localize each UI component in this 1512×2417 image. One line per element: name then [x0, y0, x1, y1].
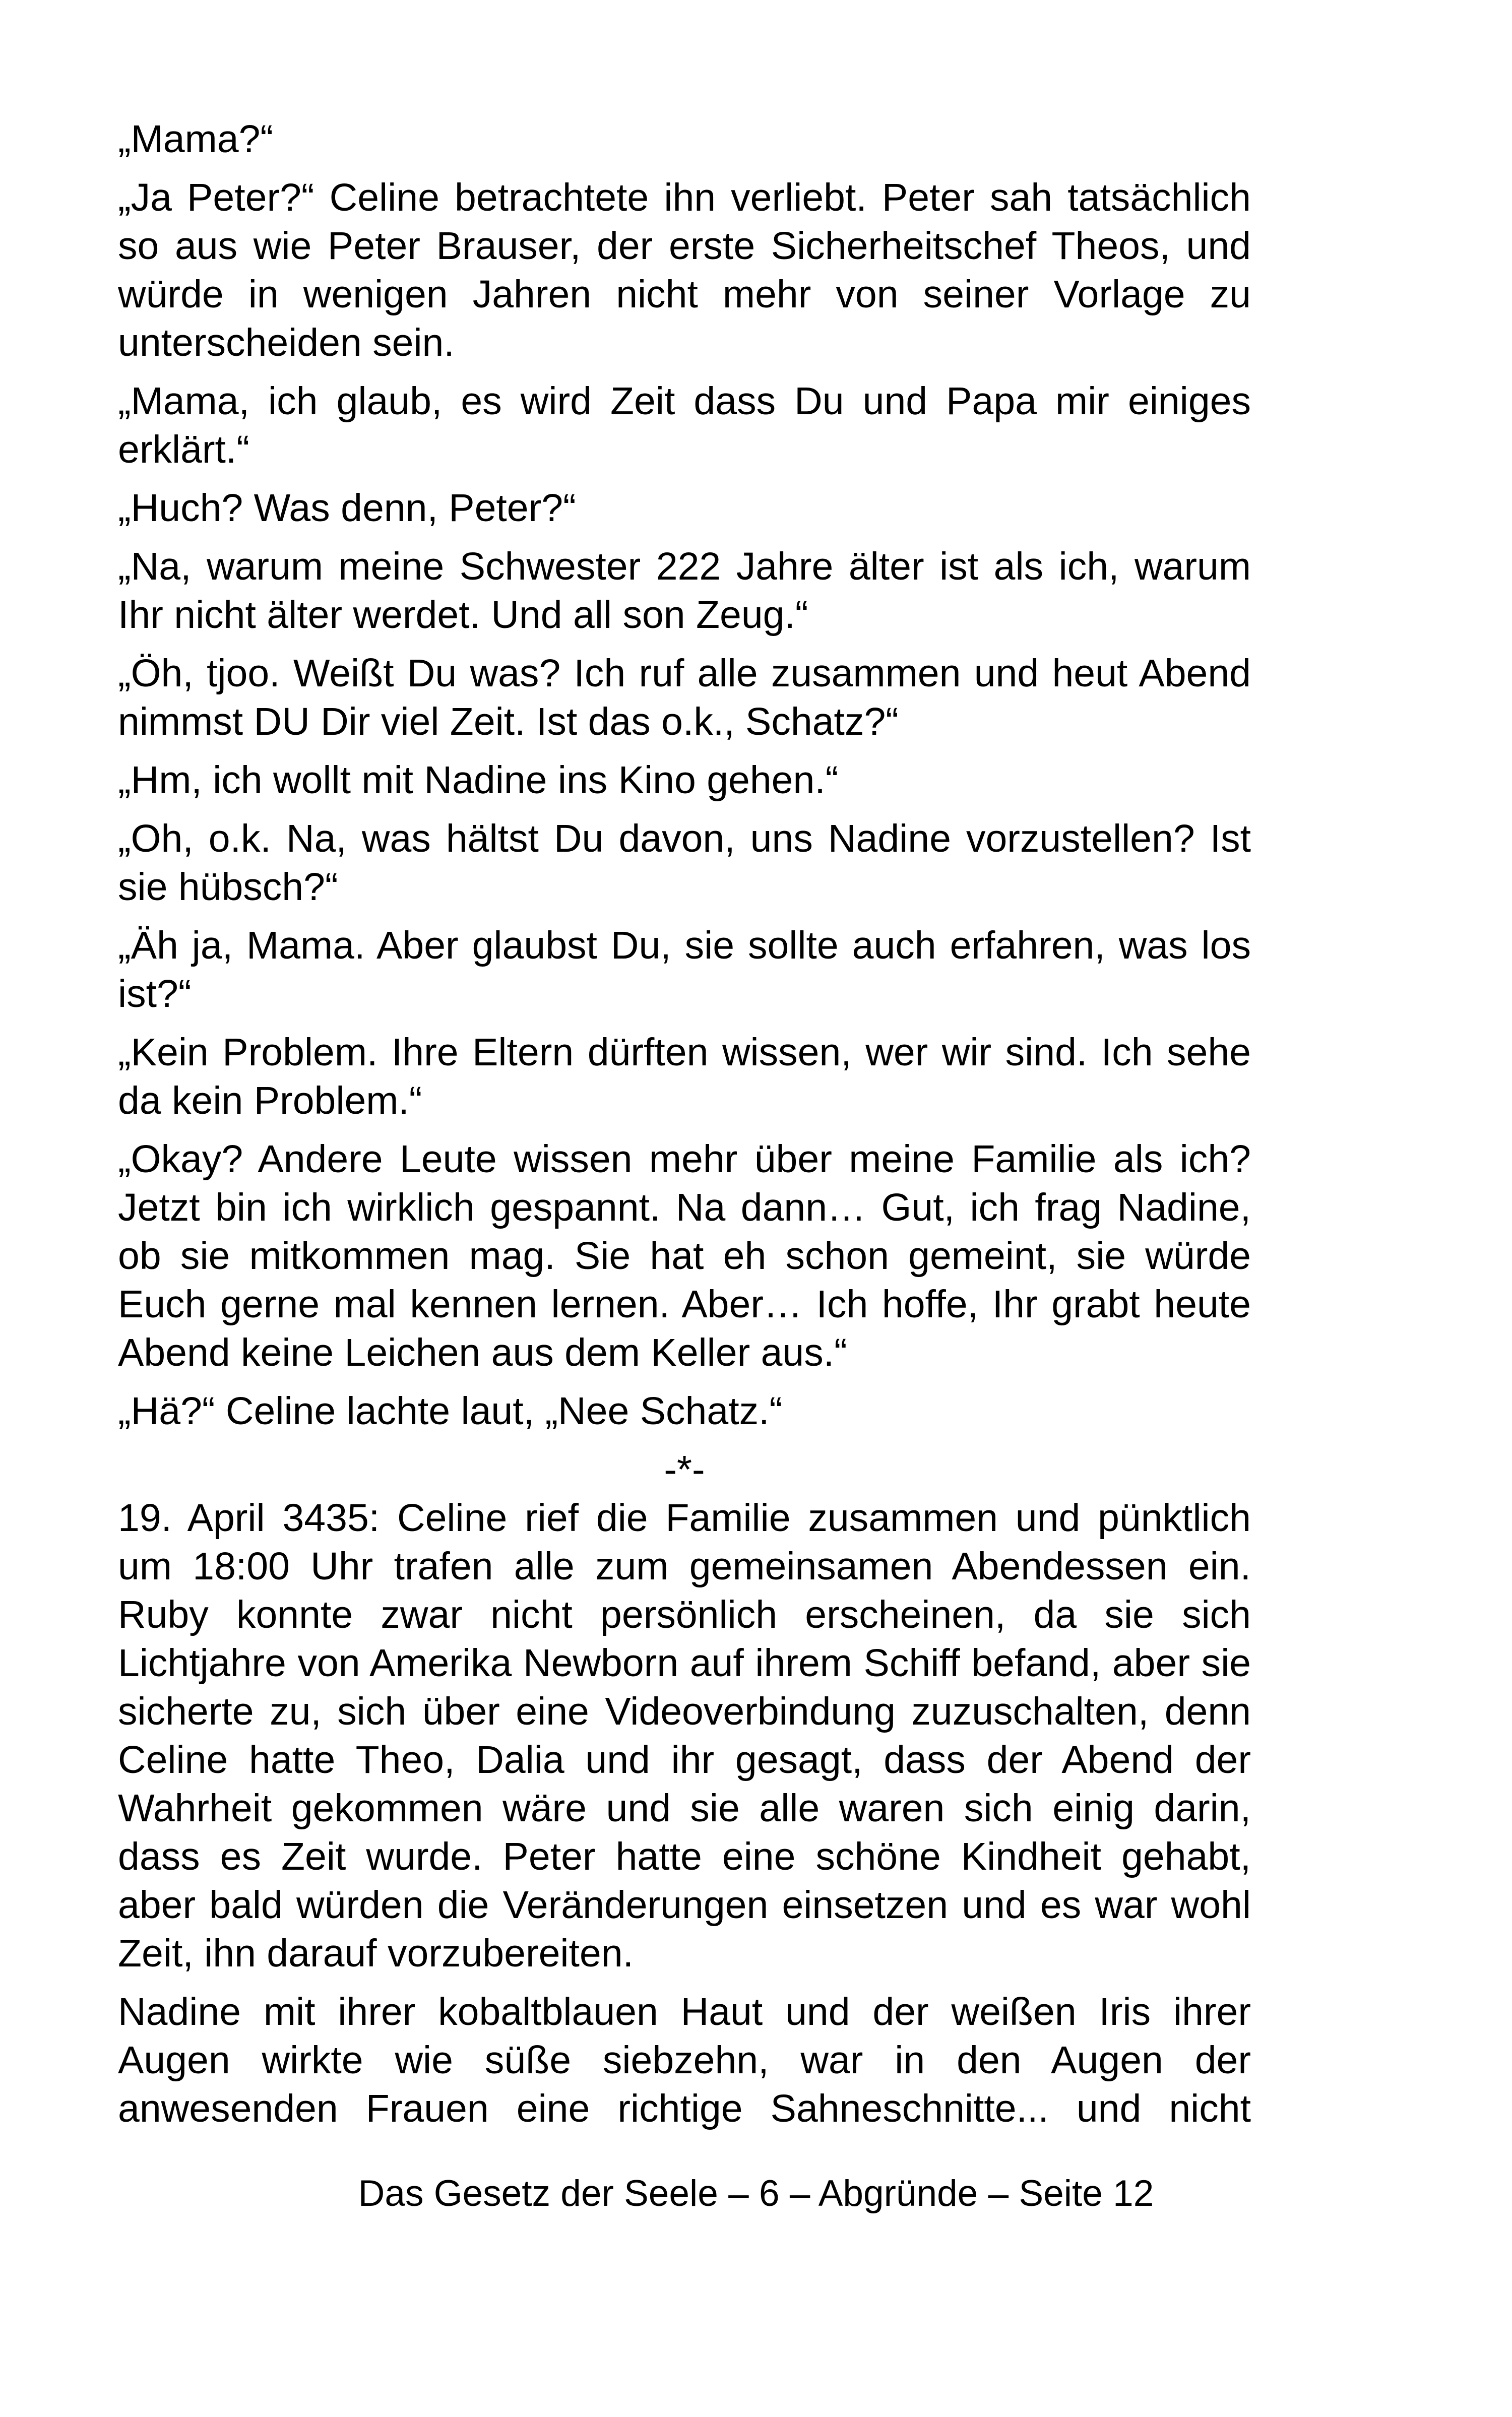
paragraph-1: „Mama?“ — [118, 117, 274, 161]
paragraph-12: „Hä?“ Celine lachte laut, „Nee Schatz.“ — [118, 1389, 783, 1433]
paragraph-10: „Kein Problem. Ihre Eltern dürften wissen, wer wir sind. Ich sehe da kein Problem.“ — [118, 1031, 1251, 1122]
section-paragraph-2: Nadine mit ihrer kobaltblauen Haut und der weißen Iris ihrer Augen wirkte wie süße siebzehn, war in den Augen der anwesenden Frauen eine richtige Sahneschnitte... und nicht — [118, 1990, 1251, 2130]
paragraph-4: „Huch? Was denn, Peter?“ — [118, 486, 576, 530]
page-body — [118, 115, 1251, 2143]
paragraph-5: „Na, warum meine Schwester 222 Jahre älter ist als ich, warum Ihr nicht älter werdet. Und all son Zeug.“ — [118, 545, 1251, 637]
paragraph-8: „Oh, o.k. Na, was hältst Du davon, uns Nadine vorzustellen? Ist sie hübsch?“ — [118, 817, 1251, 909]
page-footer: Das Gesetz der Seele – 6 – Abgründe – Seite 12 — [358, 2173, 1154, 2214]
paragraph-9: „Äh ja, Mama. Aber glaubst Du, sie sollte auch erfahren, was los ist?“ — [118, 924, 1251, 1015]
paragraph-2: „Ja Peter?“ Celine betrachtete ihn verliebt. Peter sah tatsächlich so aus wie Peter Brauser, der erste Sicherheitschef Theos, und würde in wenigen Jahren nicht mehr von seiner Vorlage zu unterscheiden sein. — [118, 176, 1251, 364]
scene-separator: -*- — [664, 1448, 705, 1491]
paragraph-11: „Okay? Andere Leute wissen mehr über meine Familie als ich? Jetzt bin ich wirklich gespannt. Na dann… Gut, ich frag Nadine, ob sie mitkommen mag. Sie hat eh schon gemeint, sie würde Euch gerne mal kennen lernen. Aber… Ich hoffe, Ihr grabt heute Abend keine Leichen aus dem Keller aus.“ — [118, 1137, 1251, 1374]
paragraph-7: „Hm, ich wollt mit Nadine ins Kino gehen.“ — [118, 758, 839, 802]
section-paragraph-1: 19. April 3435: Celine rief die Familie zusammen und pünktlich um 18:00 Uhr trafen alle zum gemeinsamen Abendessen ein. Ruby konnte zwar nicht persönlich erscheinen, da sie sich Lichtjahre von Amerika Newborn auf ihrem Schiff befand, aber sie sicherte zu, sich über eine Videoverbindung zuzuschalten, denn Celine hatte Theo, Dalia und ihr gesagt, dass der Abend der Wahrheit gekommen wäre und sie alle waren sich einig darin, dass es Zeit wurde. Peter hatte eine schöne Kindheit gehabt, aber bald würden die Veränderungen einsetzen und es war wohl Zeit, ihn darauf vorzubereiten. — [118, 1496, 1251, 1975]
paragraph-3: „Mama, ich glaub, es wird Zeit dass Du und Papa mir einiges erklärt.“ — [118, 379, 1251, 471]
paragraph-6: „Öh, tjoo. Weißt Du was? Ich ruf alle zusammen und heut Abend nimmst DU Dir viel Zeit. Ist das o.k., Schatz?“ — [118, 652, 1251, 743]
